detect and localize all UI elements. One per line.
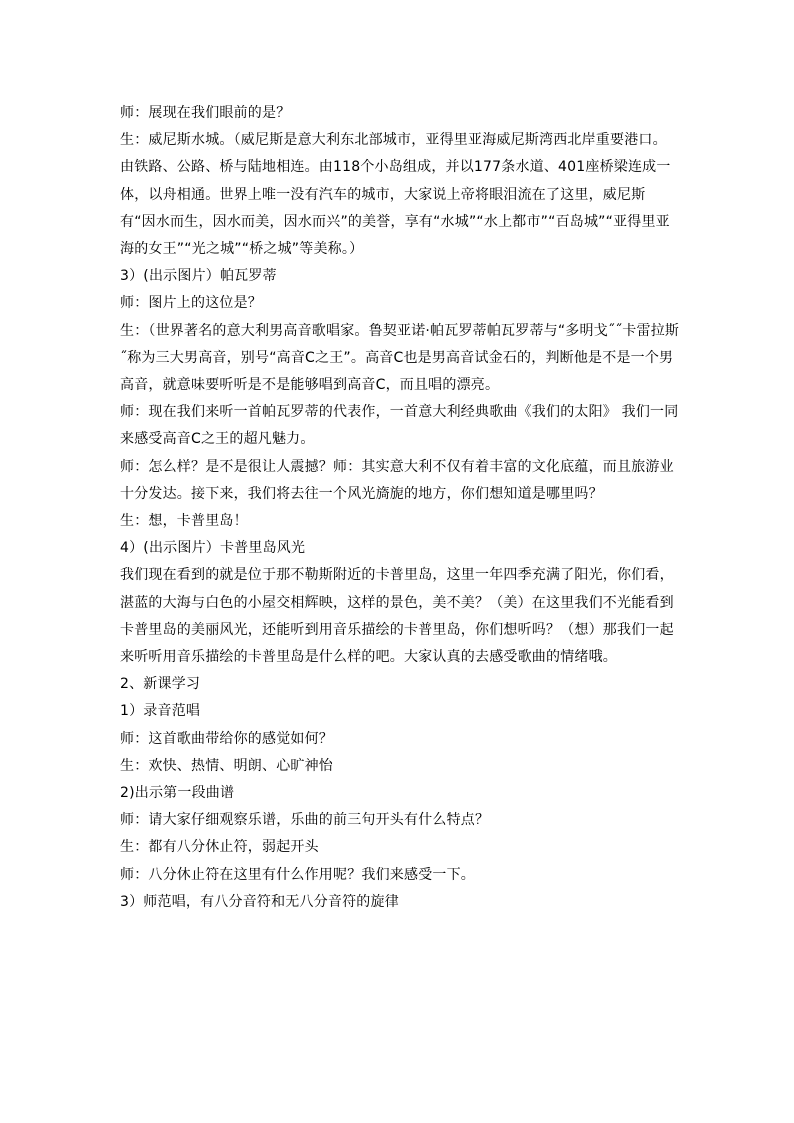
paragraph: 生：想，卡普里岛！	[120, 513, 248, 530]
paragraph: 生：都有八分休止符，弱起开头	[120, 839, 319, 856]
paragraph: 生：欢快、热情、明朗、心旷神怡	[120, 757, 333, 774]
paragraph: 师：怎么样？是不是很让人震撼？师：其实意大利不仅有着丰富的文化底蕴，而且旅游业十分发达。接下来，我们将去往一个风光旖旎的地方，你们想知道是哪里吗？	[120, 458, 674, 502]
paragraph: 2)出示第一段曲谱	[120, 785, 235, 802]
paragraph: 2、新课学习	[120, 676, 201, 693]
paragraph: 师：展现在我们眼前的是？	[120, 105, 291, 121]
paragraph: 1）录音范唱	[120, 703, 201, 720]
document-body	[120, 100, 680, 916]
paragraph: 3）(出示图片）帕瓦罗蒂	[120, 268, 277, 285]
paragraph: 师：八分休止符在这里有什么作用呢？我们来感受一下。	[120, 866, 475, 883]
paragraph: 师：图片上的这位是？	[120, 295, 262, 312]
paragraph: 师：这首歌曲带给你的感觉如何？	[120, 730, 333, 747]
paragraph: 师：请大家仔细观察乐谱，乐曲的前三句开头有什么特点？	[120, 812, 490, 829]
paragraph: 4）(出示图片）卡普里岛风光	[120, 540, 306, 557]
paragraph: 我们现在看到的就是位于那不勒斯附近的卡普里岛，这里一年四季充满了阳光，你们看，湛蓝的大海与白色的小屋交相辉映，这样的景色，美不美？（美）在这里我们不光能看到卡普里岛的美丽风光，还能听到用音乐描绘的卡普里岛，你们想听吗？（想）那我们一起来听听用音乐描绘的卡普里岛是什么样的吧。大家认真的去感受歌曲的情绪哦。	[120, 567, 674, 666]
paragraph: 师：现在我们来听一首帕瓦罗蒂的代表作，一首意大利经典歌曲《我们的太阳》 我们一同来感受高音C之王的超凡魅力。	[120, 404, 679, 448]
paragraph: 3）师范唱，有八分音符和无八分音符的旋律	[120, 893, 399, 910]
paragraph: 生：威尼斯水城。（威尼斯是意大利东北部城市，亚得里亚海威尼斯湾西北岸重要港口。由铁路、公路、桥与陆地相连。由118个小岛组成，并以177条水道、401座桥梁连成一体，以舟相通。世界上唯一没有汽车的城市，大家说上帝将眼泪流在了这里，威尼斯有“因水而生，因水而美，因水而兴”的美誉，享有“水城”“水上都市”“百岛城”“亚得里亚海的女王”“光之城”“桥之城”等美称。）	[120, 132, 671, 258]
paragraph: 生：（世界著名的意大利男高音歌唱家。鲁契亚诺·帕瓦罗蒂帕瓦罗蒂与“多明戈˝˝卡雷拉斯˝称为三大男高音，别号“高音C之王”。高音C也是男高音试金石的，判断他是不是一个男高音，就意味要听听是不是能够唱到高音C，而且唱的漂亮。	[120, 322, 680, 394]
